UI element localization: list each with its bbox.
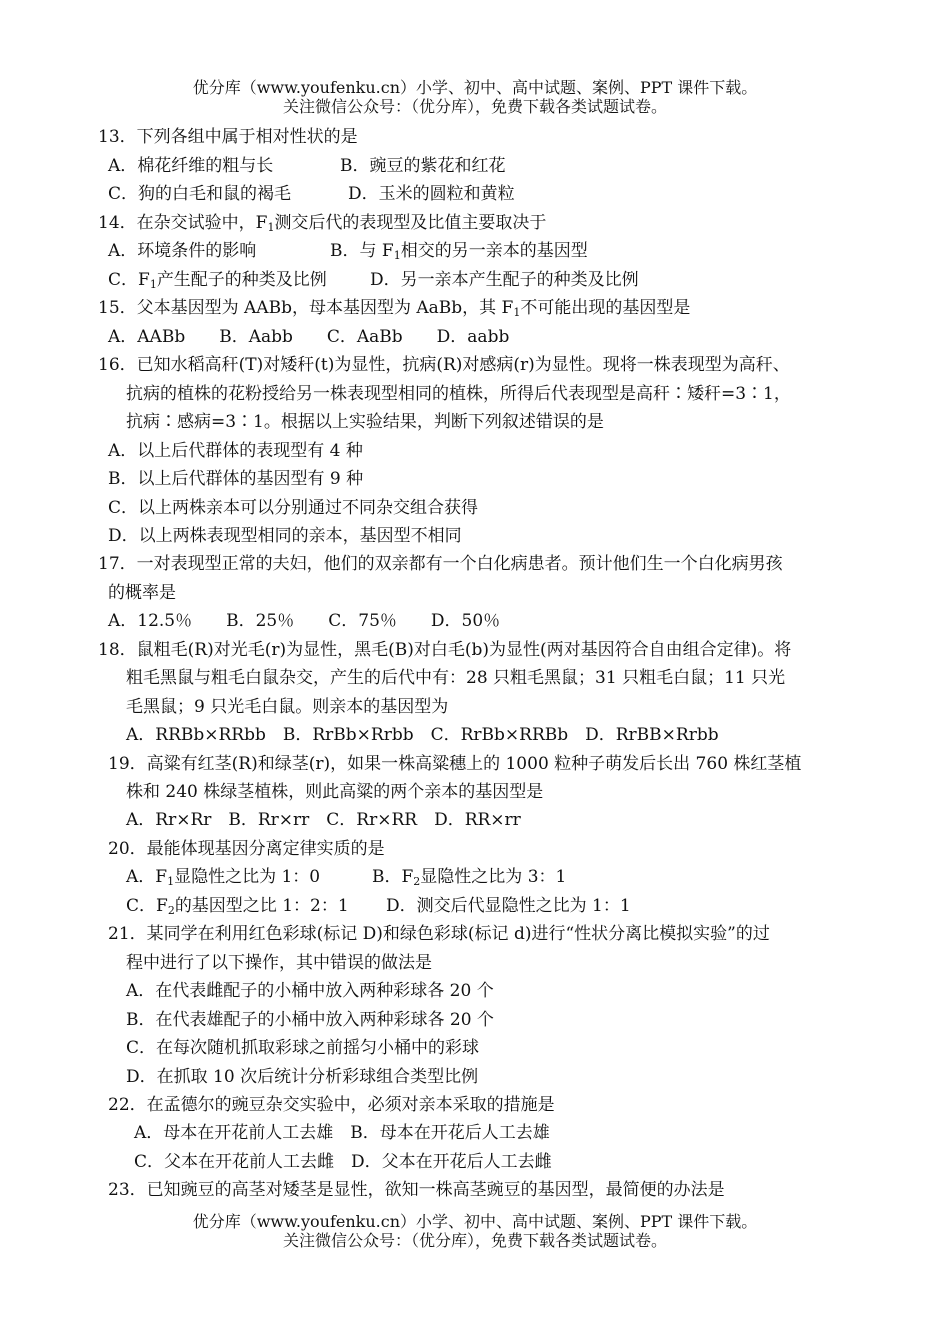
q16-option-c: C．以上两株亲本可以分别通过不同杂交组合获得 — [108, 498, 479, 518]
q18-stem-line2: 粗毛黑鼠与粗毛白鼠杂交，产生的后代中有：28 只粗毛黑鼠；31 只粗毛白鼠；11 只光 — [126, 668, 786, 688]
q15-options: A．AABb B．Aabb C．AaBb D．aabb — [108, 327, 510, 347]
q17-stem-line1: 17．一对表现型正常的夫妇，他们的双亲都有一个白化病患者。预计他们生一个白化病男孩 — [98, 554, 783, 574]
page-footer-line2: 关注微信公众号：（优分库），免费下载各类试题试卷。 — [282, 1231, 667, 1250]
q22-options-ab: A．母本在开花前人工去雄 B．母本在开花后人工去雄 — [134, 1123, 550, 1143]
q21-option-a: A．在代表雌配子的小桶中放入两种彩球各 20 个 — [126, 981, 494, 1001]
q20-stem: 20．最能体现基因分离定律实质的是 — [108, 839, 385, 859]
q13-option-c: C．狗的白毛和鼠的褐毛 — [108, 184, 292, 204]
q18-stem-line3: 毛黑鼠；9 只光毛白鼠。则亲本的基因型为 — [126, 697, 449, 717]
page-footer-line1: 优分库（www.youfenku.cn）小学、初中、高中试题、案例、PPT 课件下载。 — [192, 1212, 758, 1231]
page-header-line1: 优分库（www.youfenku.cn）小学、初中、高中试题、案例、PPT 课件下载。 — [192, 78, 758, 97]
q18-options: A．RRBb×RRbb B．RrBb×Rrbb C．RrBb×RRBb D．RrBB×Rrbb — [126, 725, 719, 745]
q20-option-b: B．$F_2$显隐性之比为 3：1 — [372, 867, 567, 888]
q13-option-a: A．棉花纤维的粗与长 — [108, 156, 274, 176]
q15-stem: 15．父本基因型为 AABb，母本基因型为 AaBb，其 $F_1$不可能出现的基因型是 — [98, 298, 691, 319]
q22-options-cd: C．父本在开花前人工去雌 D．父本在开花后人工去雌 — [134, 1152, 552, 1172]
q13-option-b: B．豌豆的紫花和红花 — [340, 156, 506, 176]
q16-option-a: A．以上后代群体的表现型有 4 种 — [108, 441, 363, 461]
q17-stem-line2: 的概率是 — [108, 583, 176, 603]
q13-stem: 13．下列各组中属于相对性状的是 — [98, 127, 358, 147]
q22-stem: 22．在孟德尔的豌豆杂交实验中，必须对亲本采取的措施是 — [108, 1095, 555, 1115]
page-header-line2: 关注微信公众号：（优分库），免费下载各类试题试卷。 — [282, 97, 667, 116]
q17-options: A．12.5％ B．25％ C．75％ D．50％ — [108, 611, 501, 631]
q20-option-a: A．$F_1$显隐性之比为 1：0 — [126, 867, 321, 888]
q21-option-d: D．在抓取 10 次后统计分析彩球组合类型比例 — [126, 1067, 479, 1087]
q20-option-c: C．$F_2$的基因型之比 1：2：1 — [126, 896, 349, 917]
q14-option-a: A．环境条件的影响 — [108, 241, 257, 261]
q16-option-b: B．以上后代群体的基因型有 9 种 — [108, 469, 364, 489]
q19-options: A．Rr×Rr B．Rr×rr C．Rr×RR D．RR×rr — [126, 810, 521, 830]
q16-stem-line2: 抗病的植株的花粉授给另一株表现型相同的植株，所得后代表现型是高秆∶矮秆=3∶1， — [126, 384, 791, 404]
q20-option-d: D．测交后代显隐性之比为 1：1 — [386, 896, 631, 916]
q16-option-d: D．以上两株表现型相同的亲本，基因型不相同 — [108, 526, 462, 546]
q18-stem-line1: 18．鼠粗毛(R)对光毛(r)为显性，黑毛(B)对白毛(b)为显性(两对基因符合自由组合定律)。将 — [98, 640, 792, 660]
q19-stem-line2: 株和 240 株绿茎植株，则此高粱的两个亲本的基因型是 — [126, 782, 544, 802]
q21-option-c: C．在每次随机抓取彩球之前摇匀小桶中的彩球 — [126, 1038, 480, 1058]
q23-stem: 23．已知豌豆的高茎对矮茎是显性，欲知一株高茎豌豆的基因型，最简便的办法是 — [108, 1180, 725, 1200]
q21-stem-line2: 程中进行了以下操作，其中错误的做法是 — [126, 953, 432, 973]
q14-stem: 14．在杂交试验中，$F_1$测交后代的表现型及比值主要取决于 — [98, 213, 547, 234]
q21-option-b: B．在代表雄配子的小桶中放入两种彩球各 20 个 — [126, 1010, 494, 1030]
q14-option-c: C．$F_1$产生配子的种类及比例 — [108, 270, 327, 291]
q21-stem-line1: 21．某同学在利用红色彩球(标记 D)和绿色彩球(标记 d)进行“性状分离比模拟实验”的过 — [108, 924, 770, 944]
q14-option-b: B．与 $F_1$相交的另一亲本的基因型 — [330, 241, 588, 262]
q19-stem-line1: 19．高粱有红茎(R)和绿茎(r)，如果一株高粱穗上的 1000 粒种子萌发后长出 760 株红茎植 — [108, 754, 802, 774]
q16-stem-line1: 16．已知水稻高秆(T)对矮秆(t)为显性，抗病(R)对感病(r)为显性。现将一株表现型为高秆、 — [98, 355, 790, 375]
q13-option-d: D．玉米的圆粒和黄粒 — [348, 184, 515, 204]
q16-stem-line3: 抗病∶感病=3∶1。根据以上实验结果，判断下列叙述错误的是 — [126, 412, 604, 432]
q14-option-d: D．另一亲本产生配子的种类及比例 — [370, 270, 639, 290]
